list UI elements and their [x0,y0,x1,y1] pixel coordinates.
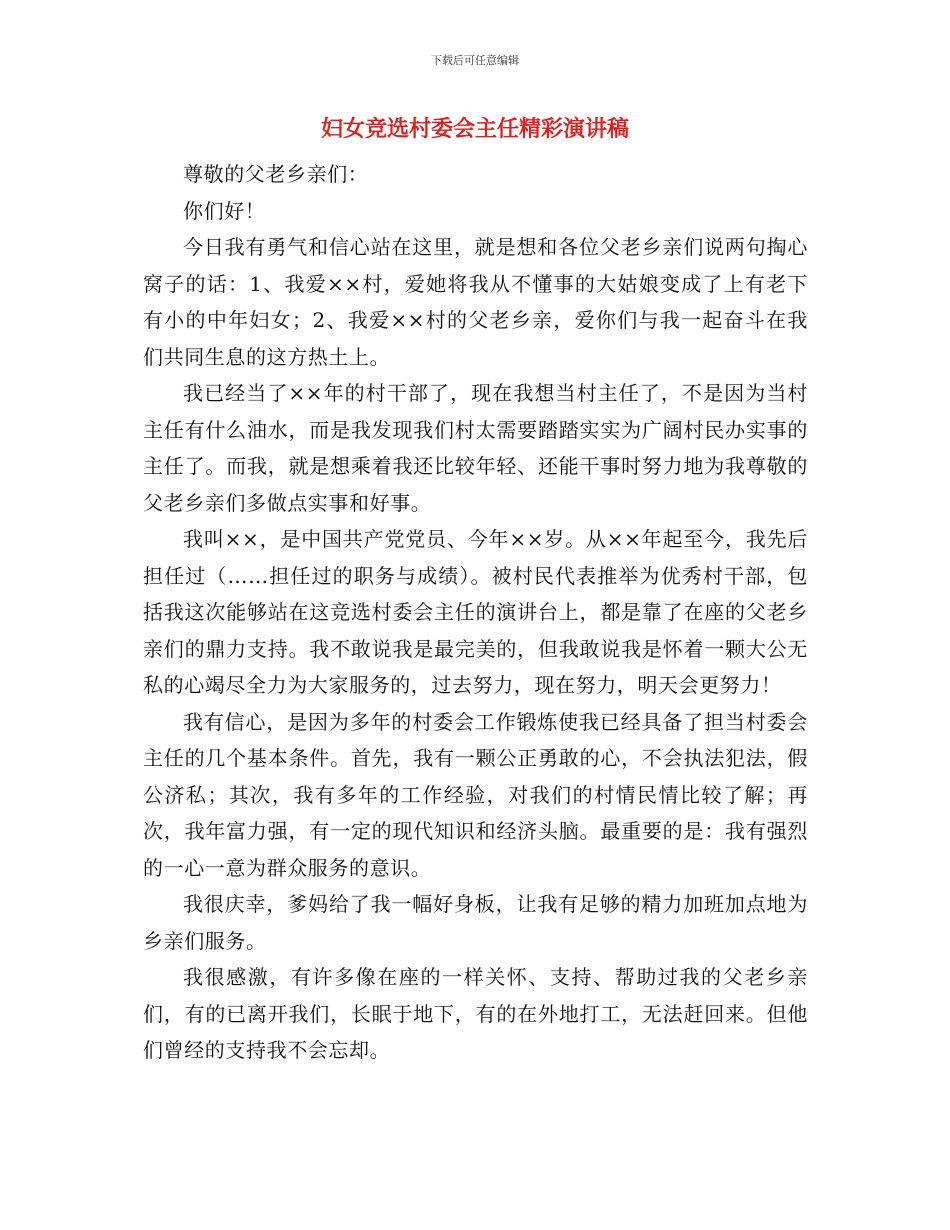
paragraph: 我很感激，有许多像在座的一样关怀、支持、帮助过我的父老乡亲们，有的已离开我们，长眠于地下，有的在外地打工，无法赶回来。但他们曾经的支持我不会忘却。 [143,965,808,1062]
salutation: 尊敬的父老乡亲们： [183,162,369,186]
document-title: 妇女竞选村委会主任精彩演讲稿 [320,117,629,142]
paragraph: 我叫××，是中国共产党党员、今年××岁。从××年起至今，我先后担任过（……担任过的职务与成绩）。被村民代表推举为优秀村干部，包括我这次能够站在这竞选村委会主任的演讲台上，都是靠了在座的父老乡亲们的鼎力支持。我不敢说我是最完美的，但我敢说我是怀着一颗大公无私的心竭尽全力为大家服务的，过去努力，现在努力，明天会更努力！ [143,527,808,697]
greeting: 你们好！ [183,198,266,223]
document-body [143,156,808,1069]
paragraph: 我已经当了××年的村干部了，现在我想当村主任了，不是因为当村主任有什么油水，而是我发现我们村太需要踏踏实实为广阔村民办实事的主任了。而我，就是想乘着我还比较年轻、还能干事时努力地为我尊敬的父老乡亲们多做点实事和好事。 [143,381,808,515]
paragraph: 今日我有勇气和信心站在这里，就是想和各位父老乡亲们说两句掏心窝子的话：1、我爱××村，爱她将我从不懂事的大姑娘变成了上有老下有小的中年妇女；2、我爱××村的父老乡亲，爱你们与我一起奋斗在我们共同生息的这方热土上。 [143,235,808,369]
paragraph: 我有信心，是因为多年的村委会工作锻炼使我已经具备了担当村委会主任的几个基本条件。首先，我有一颗公正勇敢的心，不会执法犯法，假公济私；其次，我有多年的工作经验，对我们的村情民情比较了解；再次，我年富力强，有一定的现代知识和经济头脑。最重要的是：我有强烈的一心一意为群众服务的意识。 [143,709,808,880]
header-note: 下载后可任意编辑 [431,54,519,67]
paragraph: 我很庆幸，爹妈给了我一幅好身板，让我有足够的精力加班加点地为乡亲们服务。 [143,892,808,953]
